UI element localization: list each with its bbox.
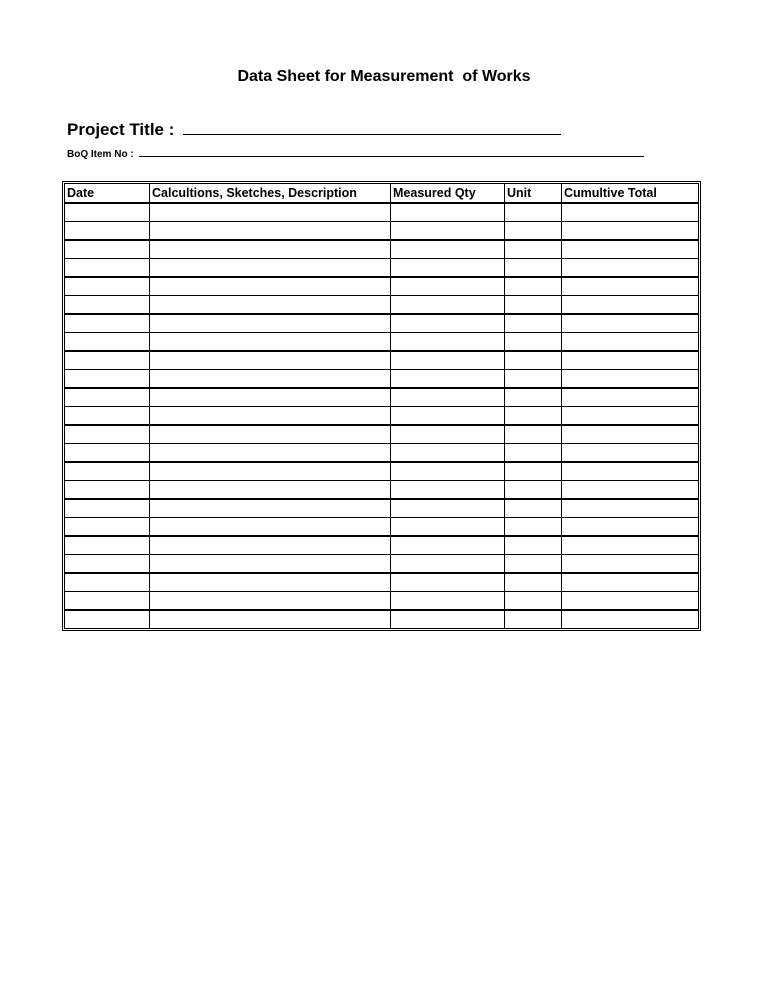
date-cell[interactable]: [65, 537, 150, 555]
table-body: [65, 204, 698, 628]
cumulative-total-cell[interactable]: [562, 370, 698, 389]
measured-qty-cell[interactable]: [391, 574, 505, 592]
table-header-row: [65, 184, 698, 204]
unit-cell[interactable]: [505, 537, 562, 555]
calculations-cell[interactable]: [150, 241, 391, 259]
date-cell[interactable]: [65, 518, 150, 537]
calculations-cell[interactable]: [150, 204, 391, 222]
calculations-cell[interactable]: [150, 315, 391, 333]
cumulative-total-cell[interactable]: [562, 315, 698, 333]
calculations-cell[interactable]: [150, 296, 391, 315]
date-cell[interactable]: [65, 426, 150, 444]
cumulative-total-cell[interactable]: [562, 537, 698, 555]
project-title-label: Project Title :: [67, 120, 180, 139]
measured-qty-cell[interactable]: [391, 481, 505, 500]
unit-cell[interactable]: [505, 592, 562, 611]
measured-qty-cell[interactable]: [391, 555, 505, 574]
cumulative-total-cell[interactable]: [562, 444, 698, 463]
calculations-cell[interactable]: [150, 259, 391, 278]
measured-qty-cell[interactable]: [391, 537, 505, 555]
calculations-cell[interactable]: [150, 537, 391, 555]
cumulative-total-cell[interactable]: [562, 204, 698, 222]
measured-qty-cell[interactable]: [391, 407, 505, 426]
calculations-cell[interactable]: [150, 352, 391, 370]
header-unit: Unit: [505, 184, 562, 204]
date-cell[interactable]: [65, 259, 150, 278]
table-row: [65, 444, 698, 463]
unit-cell[interactable]: [505, 611, 562, 628]
cumulative-total-cell[interactable]: [562, 500, 698, 518]
cumulative-total-cell[interactable]: [562, 592, 698, 611]
table-row: [65, 296, 698, 315]
measured-qty-cell[interactable]: [391, 500, 505, 518]
table-row: [65, 537, 698, 555]
cumulative-total-cell[interactable]: [562, 574, 698, 592]
cumulative-total-cell[interactable]: [562, 333, 698, 352]
date-cell[interactable]: [65, 389, 150, 407]
calculations-cell[interactable]: [150, 592, 391, 611]
calculations-cell[interactable]: [150, 222, 391, 241]
measured-qty-cell[interactable]: [391, 463, 505, 481]
table-row: [65, 333, 698, 352]
measured-qty-cell[interactable]: [391, 389, 505, 407]
unit-cell[interactable]: [505, 241, 562, 259]
boq-item-label: BoQ Item No :: [67, 149, 137, 160]
date-cell[interactable]: [65, 370, 150, 389]
unit-cell[interactable]: [505, 481, 562, 500]
table-row: [65, 278, 698, 296]
calculations-cell[interactable]: [150, 611, 391, 628]
measured-qty-cell[interactable]: [391, 370, 505, 389]
calculations-cell[interactable]: [150, 333, 391, 352]
measurement-table: [62, 181, 701, 631]
unit-cell[interactable]: [505, 278, 562, 296]
calculations-cell[interactable]: [150, 518, 391, 537]
header-date: Date: [65, 184, 150, 204]
measured-qty-cell[interactable]: [391, 278, 505, 296]
table-row: [65, 352, 698, 370]
calculations-cell[interactable]: [150, 278, 391, 296]
cumulative-total-cell[interactable]: [562, 407, 698, 426]
table-row: [65, 370, 698, 389]
cumulative-total-cell[interactable]: [562, 296, 698, 315]
table-row: [65, 315, 698, 333]
measured-qty-cell[interactable]: [391, 611, 505, 628]
calculations-cell[interactable]: [150, 500, 391, 518]
date-cell[interactable]: [65, 481, 150, 500]
table-row: [65, 426, 698, 444]
date-cell[interactable]: [65, 574, 150, 592]
unit-cell[interactable]: [505, 222, 562, 241]
cumulative-total-cell[interactable]: [562, 611, 698, 628]
date-cell[interactable]: [65, 463, 150, 481]
table-row: [65, 518, 698, 537]
calculations-cell[interactable]: [150, 574, 391, 592]
unit-cell[interactable]: [505, 500, 562, 518]
date-cell[interactable]: [65, 315, 150, 333]
header-calculations: Calcultions, Sketches, Description: [150, 184, 391, 204]
unit-cell[interactable]: [505, 574, 562, 592]
table-row: [65, 481, 698, 500]
document-title: Data Sheet for Measurement of Works: [237, 68, 531, 85]
unit-cell[interactable]: [505, 315, 562, 333]
unit-cell[interactable]: [505, 518, 562, 537]
table-row: [65, 222, 698, 241]
measured-qty-cell[interactable]: [391, 296, 505, 315]
unit-cell[interactable]: [505, 407, 562, 426]
date-cell[interactable]: [65, 611, 150, 628]
cumulative-total-cell[interactable]: [562, 555, 698, 574]
measured-qty-cell[interactable]: [391, 204, 505, 222]
calculations-cell[interactable]: [150, 389, 391, 407]
table-row: [65, 204, 698, 222]
boq-item-line: [67, 147, 644, 160]
cumulative-total-cell[interactable]: [562, 518, 698, 537]
cumulative-total-cell[interactable]: [562, 463, 698, 481]
unit-cell[interactable]: [505, 352, 562, 370]
date-cell[interactable]: [65, 296, 150, 315]
calculations-cell[interactable]: [150, 370, 391, 389]
date-cell[interactable]: [65, 278, 150, 296]
cumulative-total-cell[interactable]: [562, 426, 698, 444]
unit-cell[interactable]: [505, 555, 562, 574]
measured-qty-cell[interactable]: [391, 333, 505, 352]
cumulative-total-cell[interactable]: [562, 352, 698, 370]
calculations-cell[interactable]: [150, 555, 391, 574]
measured-qty-cell[interactable]: [391, 241, 505, 259]
project-title-line: [67, 120, 561, 140]
cumulative-total-cell[interactable]: [562, 259, 698, 278]
date-cell[interactable]: [65, 204, 150, 222]
table-row: [65, 500, 698, 518]
unit-cell[interactable]: [505, 296, 562, 315]
table-row: [65, 592, 698, 611]
cumulative-total-cell[interactable]: [562, 241, 698, 259]
measured-qty-cell[interactable]: [391, 352, 505, 370]
unit-cell[interactable]: [505, 204, 562, 222]
cumulative-total-cell[interactable]: [562, 222, 698, 241]
cumulative-total-cell[interactable]: [562, 278, 698, 296]
cumulative-total-cell[interactable]: [562, 481, 698, 500]
calculations-cell[interactable]: [150, 407, 391, 426]
unit-cell[interactable]: [505, 333, 562, 352]
calculations-cell[interactable]: [150, 481, 391, 500]
date-cell[interactable]: [65, 444, 150, 463]
measured-qty-cell[interactable]: [391, 315, 505, 333]
date-cell[interactable]: [65, 592, 150, 611]
table-row: [65, 574, 698, 592]
measured-qty-cell[interactable]: [391, 444, 505, 463]
header-measured-qty: Measured Qty: [391, 184, 505, 204]
calculations-cell[interactable]: [150, 444, 391, 463]
calculations-cell[interactable]: [150, 426, 391, 444]
cumulative-total-cell[interactable]: [562, 389, 698, 407]
unit-cell[interactable]: [505, 463, 562, 481]
table-row: [65, 389, 698, 407]
table-row: [65, 407, 698, 426]
unit-cell[interactable]: [505, 444, 562, 463]
table-row: [65, 241, 698, 259]
date-cell[interactable]: [65, 333, 150, 352]
measured-qty-cell[interactable]: [391, 222, 505, 241]
unit-cell[interactable]: [505, 370, 562, 389]
date-cell[interactable]: [65, 500, 150, 518]
unit-cell[interactable]: [505, 259, 562, 278]
date-cell[interactable]: [65, 407, 150, 426]
table-row: [65, 259, 698, 278]
unit-cell[interactable]: [505, 426, 562, 444]
project-title-field[interactable]: [183, 120, 561, 135]
table-row: [65, 611, 698, 628]
date-cell[interactable]: [65, 352, 150, 370]
measured-qty-cell[interactable]: [391, 592, 505, 611]
table-row: [65, 555, 698, 574]
date-cell[interactable]: [65, 222, 150, 241]
measured-qty-cell[interactable]: [391, 426, 505, 444]
date-cell[interactable]: [65, 241, 150, 259]
unit-cell[interactable]: [505, 389, 562, 407]
calculations-cell[interactable]: [150, 463, 391, 481]
measured-qty-cell[interactable]: [391, 518, 505, 537]
boq-item-field[interactable]: [139, 147, 644, 157]
table-row: [65, 463, 698, 481]
measured-qty-cell[interactable]: [391, 259, 505, 278]
header-cumulative-total: Cumultive Total: [562, 184, 698, 204]
date-cell[interactable]: [65, 555, 150, 574]
